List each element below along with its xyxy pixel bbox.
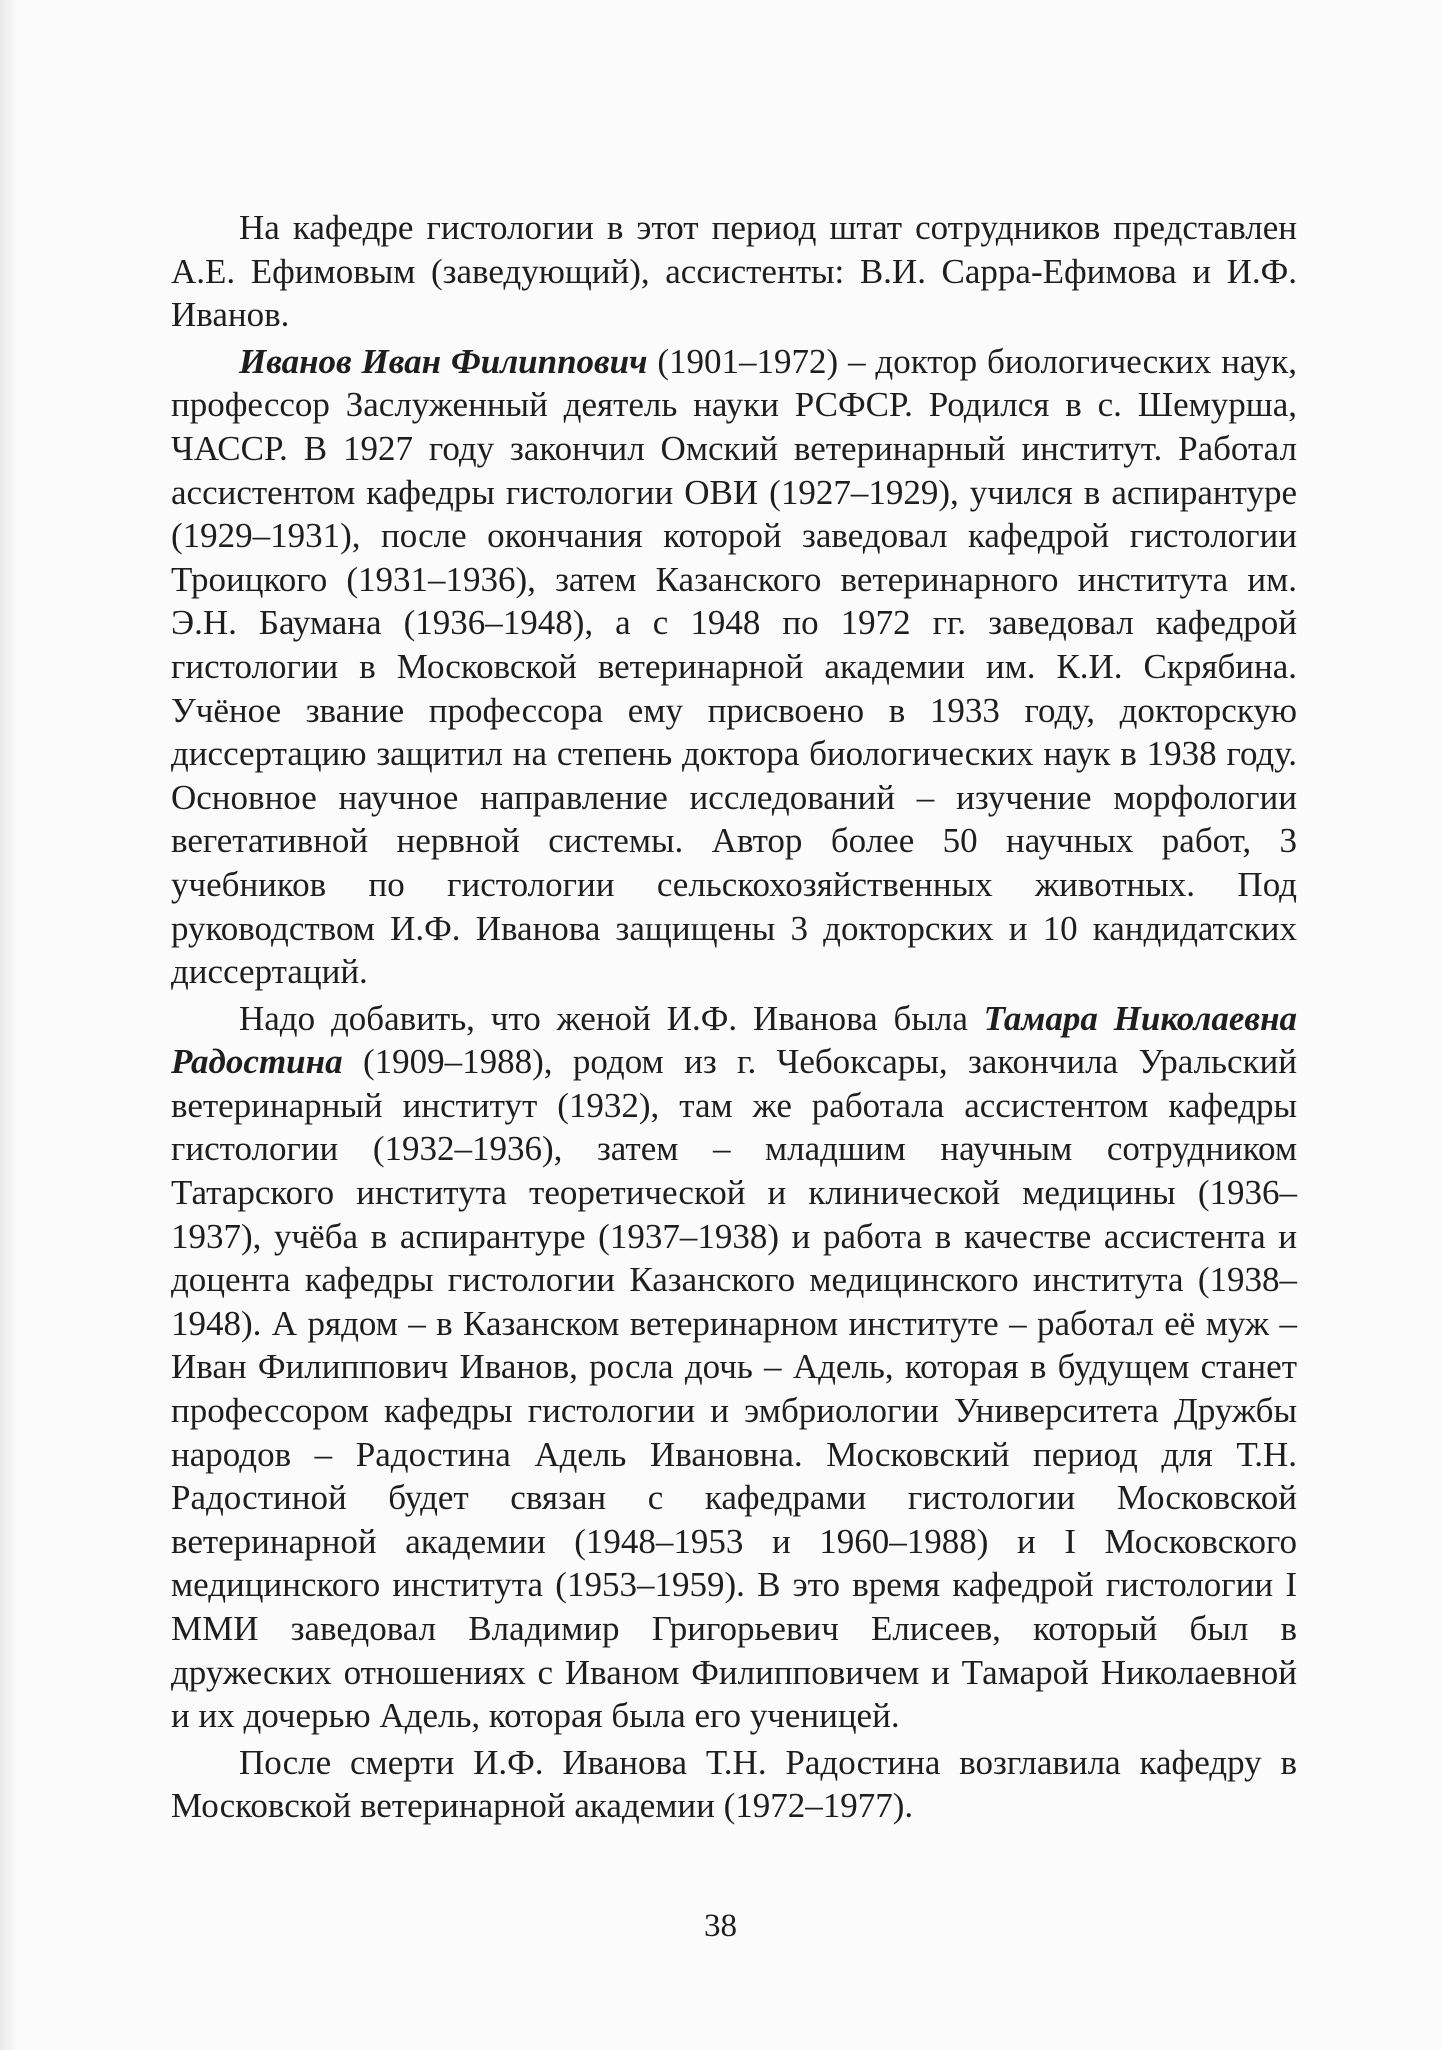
paragraph-text: После смерти И.Ф. Иванова Т.Н. Радостина возглавила кафедру в Московской ветеринарной академии (1972–1977). xyxy=(171,1742,1297,1826)
paragraph-ivanov-biography xyxy=(171,340,1297,994)
person-name-ivanov: Иванов Иван Филиппович xyxy=(239,341,648,381)
page-number: 38 xyxy=(704,1908,737,1944)
paragraph-radostina-biography xyxy=(171,997,1297,1738)
person-name-radostina: Тамара Николаевна Радостина xyxy=(171,998,1298,1082)
paragraph-lead-text: Надо добавить, что женой И.Ф. Иванова была xyxy=(239,998,984,1038)
paragraph-text: (1909–1988), родом из г. Чебоксары, закончила Уральский ветеринарный институт (1932), там же работала ассистентом кафедры гистологии (1932–1936), затем – младшим научным сотрудником Татарского института теоретической и клинической медицины (1936–1937), учёба в аспирантуре (1937–1938) и работа в качестве ассистента и доцента кафедры гистологии Казанского медицинского института (1938–1948). А рядом – в Казанском ветеринарном институте – работал её муж – Иван Филиппович Иванов, росла дочь – Адель, которая в будущем станет профессором кафедры гистологии и эмбриологии Университета Дружбы народов – Радостина Адель Ивановна. Московский период для Т.Н. Радостиной будет связан с кафедрами гистологии Московской ветеринарной академии (1948–1953 и 1960–1988) и I Московского медицинского института (1953–1959). В это время кафедрой гистологии I ММИ заведовал Владимир Григорьевич Елисеев, который был в дружеских отношениях с Иваном Филипповичем и Тамарой Николаевной и их дочерью Адель, которая была его ученицей. xyxy=(171,1042,1297,1736)
scan-edge-shadow xyxy=(0,0,18,2050)
paragraph-text: (1901–1972) – доктор биологических наук, профессор Заслуженный деятель науки РСФСР. Родился в с. Шемурша, ЧАССР. В 1927 году закончил Омский ветеринарный институт. Работал ассистентом кафедры гистологии ОВИ (1927–1929), учился в аспирантуре (1929–1931), после окончания которой заведовал кафедрой гистологии Троицкого (1931–1936), затем Казанского ветеринарного института им. Э.Н. Баумана (1936–1948), а с 1948 по 1972 гг. заведовал кафедрой гистологии в Московской ветеринарной академии им. К.И. Скрябина. Учёное звание профессора ему присвоено в 1933 году, докторскую диссертацию защитил на степень доктора биологических наук в 1938 году. Основное научное направление исследований – изучение морфологии вегетативной нервной системы. Автор более 50 научных работ, 3 учебников по гистологии сельскохозяйственных животных. Под руководством И.Ф. Иванова защищены 3 докторских и 10 кандидатских диссертаций. xyxy=(171,341,1297,992)
paragraph-text: На кафедре гистологии в этот период штат сотрудников представлен А.Е. Ефимовым (заведующий), ассистенты: В.И. Сарра-Ефимова и И.Ф. Иванов. xyxy=(171,208,1297,335)
paragraph-after-death xyxy=(171,1741,1297,1828)
paragraph-staff xyxy=(171,206,1297,337)
body-text xyxy=(171,206,1297,1831)
